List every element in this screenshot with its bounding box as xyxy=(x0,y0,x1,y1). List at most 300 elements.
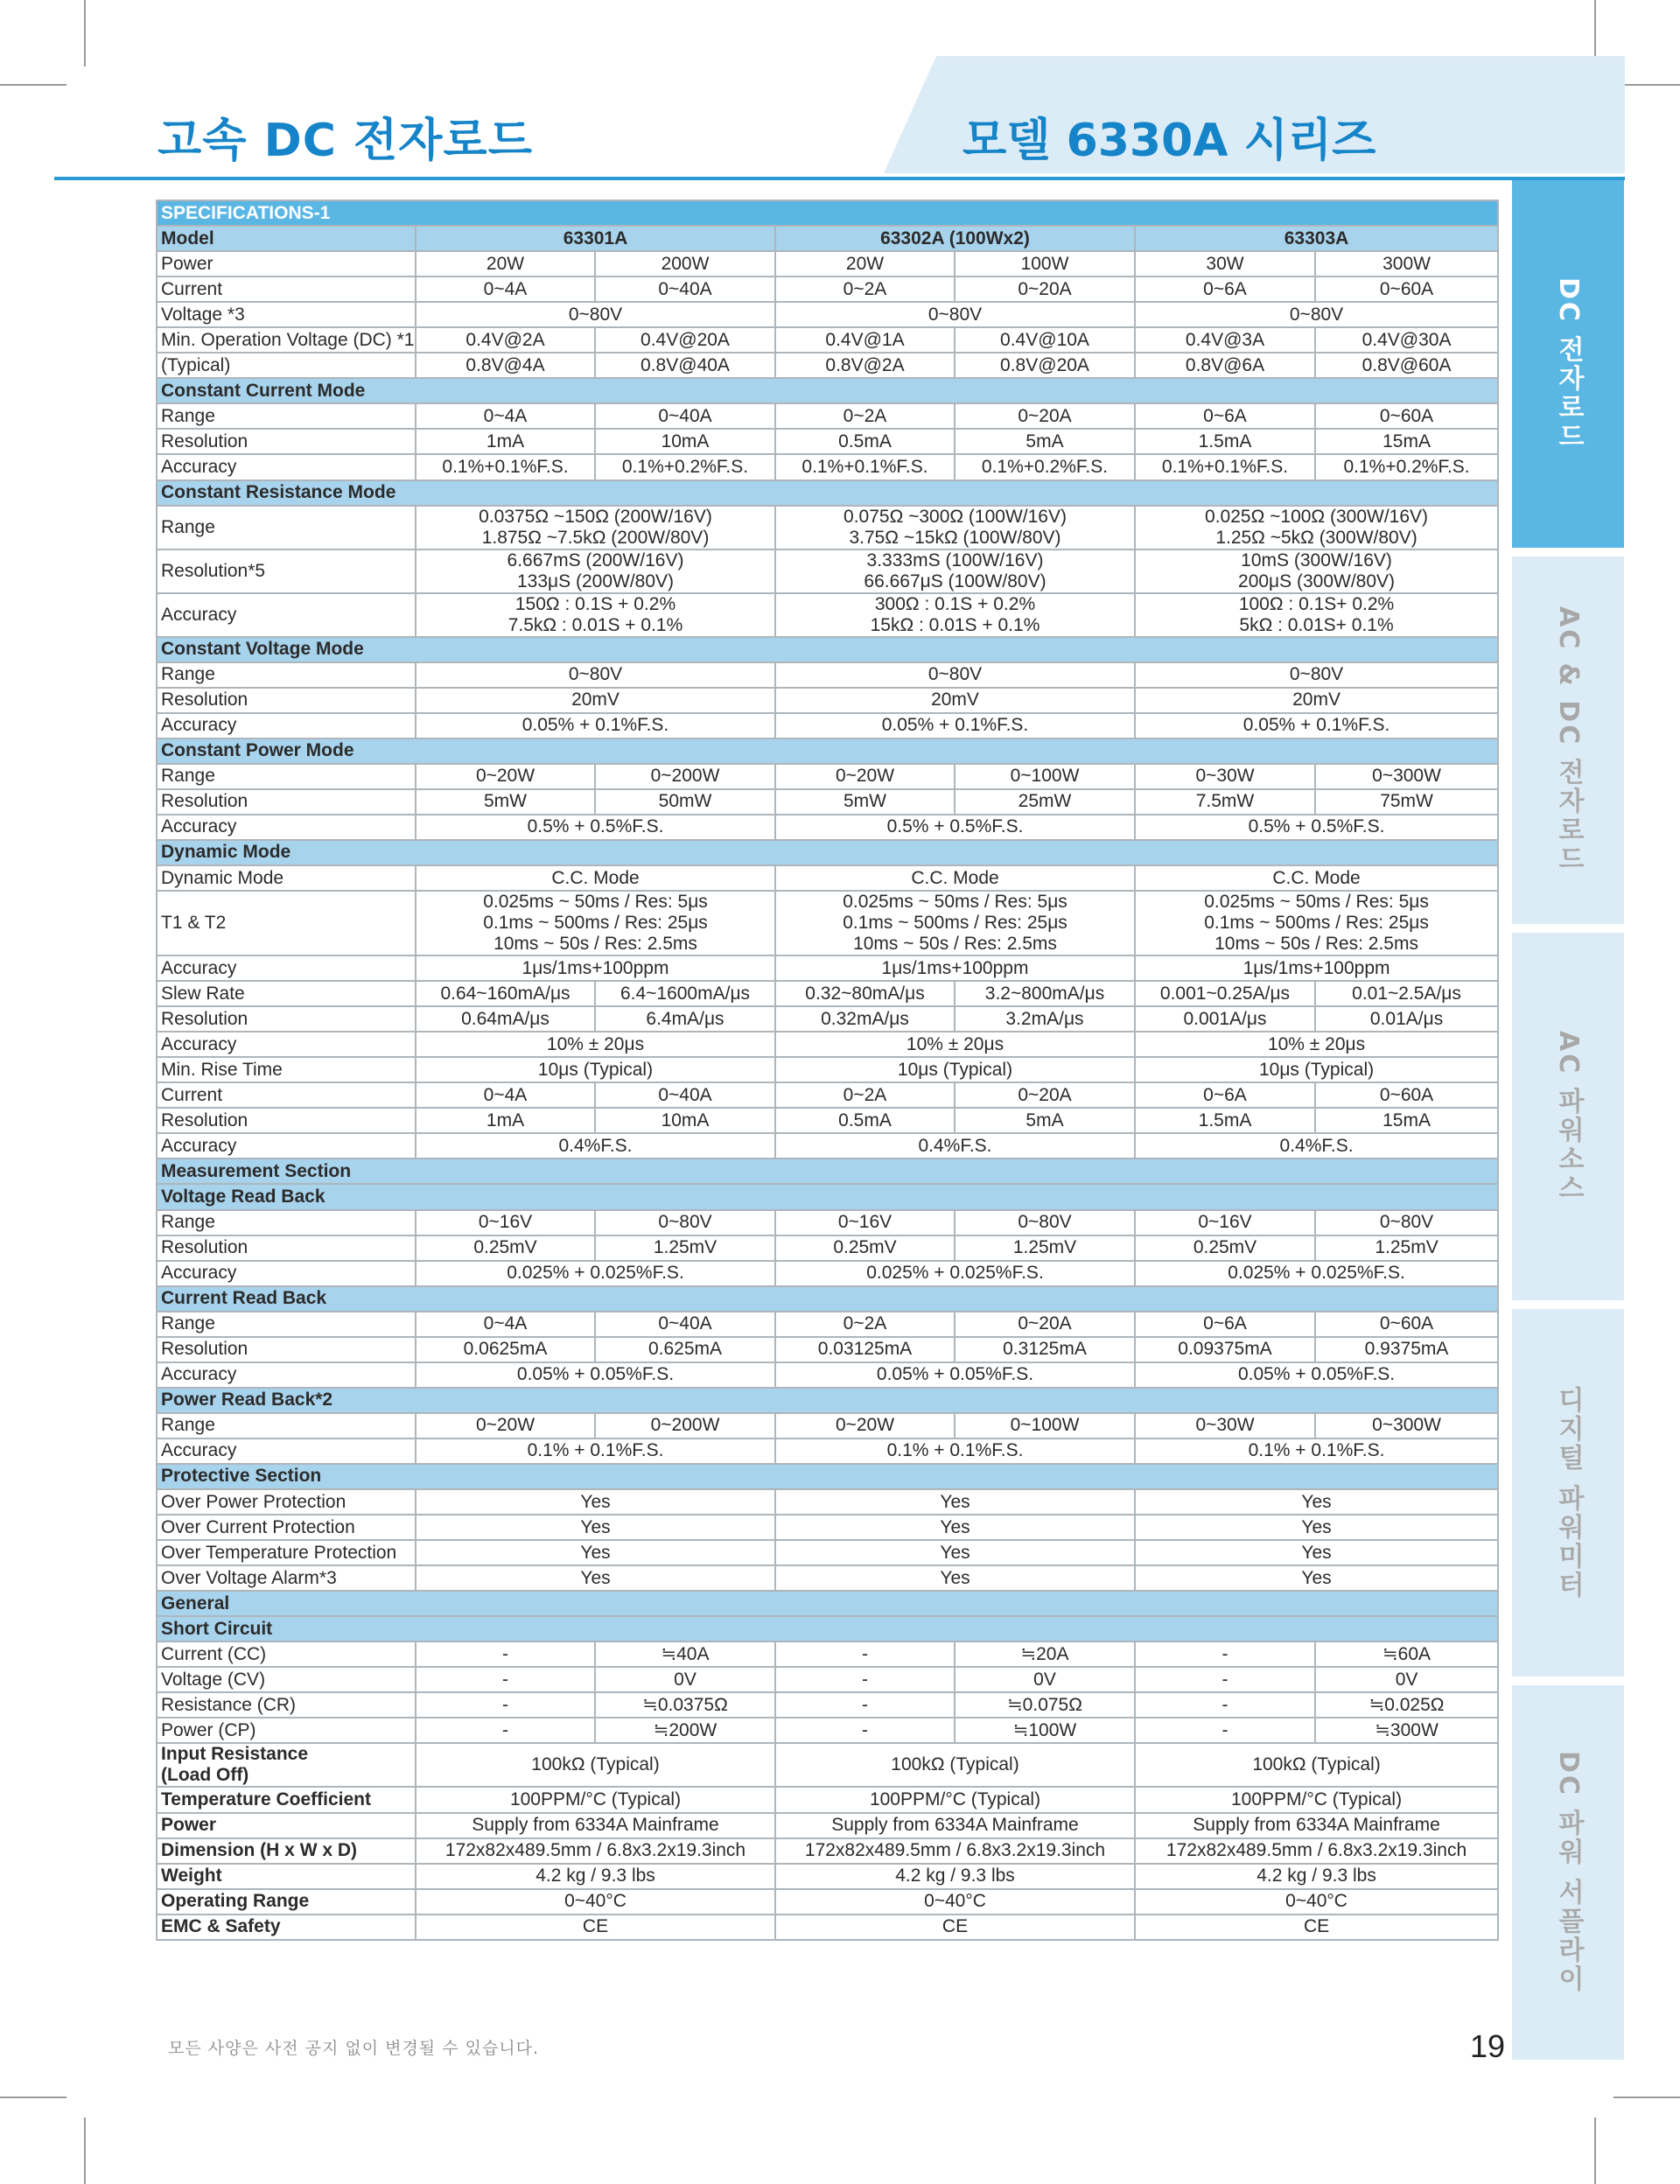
table-cell xyxy=(1135,506,1498,550)
section-header-row xyxy=(157,1184,1498,1209)
section-title: Power Read Back*2 xyxy=(157,1388,1498,1413)
table-cell: 0~60A xyxy=(1315,403,1498,429)
table-cell: Supply from 6334A Mainframe xyxy=(416,1813,775,1838)
cell-line: 0.025ms ~ 50ms / Res: 5μs xyxy=(483,892,708,913)
table-cell: 0~20A xyxy=(955,1082,1135,1108)
table-cell: Yes xyxy=(1135,1489,1498,1515)
table-cell: - xyxy=(775,1667,955,1692)
row-label: Resolution xyxy=(157,1337,416,1362)
cell-line: 1.875Ω ~7.5kΩ (200W/80V) xyxy=(481,527,710,548)
section-title: Measurement Section xyxy=(157,1158,1498,1184)
cell-line: 200μS (300W/80V) xyxy=(1238,570,1396,592)
table-row xyxy=(157,865,1498,891)
cell-line: 3.333mS (100W/16V) xyxy=(866,550,1044,570)
section-title: Voltage Read Back xyxy=(157,1184,1498,1209)
table-cell: 0.8V@20A xyxy=(955,353,1135,378)
table-cell: 0~40°C xyxy=(1135,1889,1498,1914)
table-cell: Yes xyxy=(775,1489,1135,1515)
table-cell: 0~20W xyxy=(775,764,955,789)
table-row xyxy=(157,302,1498,327)
table-cell: 0~200W xyxy=(595,1413,775,1438)
table-row xyxy=(157,1914,1498,1940)
section-title: Current Read Back xyxy=(157,1286,1498,1312)
row-label: Resolution xyxy=(157,688,416,713)
cell-line: 0.075Ω ~300Ω (100W/16V) xyxy=(844,506,1067,527)
section-header-row xyxy=(157,1388,1498,1413)
table-cell: C.C. Mode xyxy=(1135,865,1498,891)
disclaimer-note: 모든 사양은 사전 공지 없이 변경될 수 있습니다. xyxy=(168,2039,540,2058)
table-cell: - xyxy=(775,1718,955,1743)
table-cell: ≒60A xyxy=(1315,1642,1498,1667)
table-cell: 10mA xyxy=(595,429,775,454)
table-cell: 0~30W xyxy=(1135,1413,1315,1438)
table-cell: 0.01A/μs xyxy=(1315,1006,1498,1032)
side-tab-dc-load[interactable]: DC 전자로드 xyxy=(1512,180,1624,548)
section-title: Constant Power Mode xyxy=(157,738,1498,764)
table-cell xyxy=(775,891,1135,956)
table-cell: 0.0625mA xyxy=(416,1337,595,1362)
table-cell: 100PPM/°C (Typical) xyxy=(1135,1787,1498,1812)
section-header-row xyxy=(157,738,1498,764)
table-row xyxy=(157,1032,1498,1057)
table-cell: 0.32mA/μs xyxy=(775,1006,955,1032)
table-row xyxy=(157,789,1498,815)
table-row xyxy=(157,688,1498,713)
table-cell: - xyxy=(1135,1667,1315,1692)
table-cell: 1.5mA xyxy=(1135,1108,1315,1133)
table-cell: 0.5% + 0.5%F.S. xyxy=(1135,815,1498,840)
table-cell: 0.1%+0.1%F.S. xyxy=(1135,454,1315,480)
table-row xyxy=(157,1438,1498,1464)
table-cell: 0.01~2.5A/μs xyxy=(1315,981,1498,1006)
row-label: Range xyxy=(157,1210,416,1236)
table-cell: 0~40A xyxy=(595,1082,775,1108)
row-label: Accuracy xyxy=(157,1438,416,1464)
table-cell: 0~100W xyxy=(955,764,1135,789)
table-row xyxy=(157,1692,1498,1718)
table-cell: - xyxy=(775,1642,955,1667)
table-cell: 10% ± 20μs xyxy=(775,1032,1135,1057)
table-row xyxy=(157,429,1498,454)
table-row xyxy=(157,1743,1498,1787)
table-row xyxy=(157,1515,1498,1540)
section-header-row xyxy=(157,1158,1498,1184)
row-label: Accuracy xyxy=(157,454,416,480)
table-cell: ≒40A xyxy=(595,1642,775,1667)
table-cell: 0.4V@2A xyxy=(416,327,595,353)
table-cell: - xyxy=(1135,1692,1315,1718)
section-header-row xyxy=(157,1286,1498,1312)
table-cell: C.C. Mode xyxy=(775,865,1135,891)
table-cell: 1.5mA xyxy=(1135,429,1315,454)
table-cell: 0.001A/μs xyxy=(1135,1006,1315,1032)
table-cell: 0~4A xyxy=(416,1082,595,1108)
row-label: Range xyxy=(157,1312,416,1337)
table-cell: 0~4A xyxy=(416,403,595,429)
row-label: Over Current Protection xyxy=(157,1515,416,1540)
crop-mark xyxy=(0,84,66,86)
table-cell: 172x82x489.5mm / 6.8x3.2x19.3inch xyxy=(416,1838,775,1864)
table-cell: 0~60A xyxy=(1315,1312,1498,1337)
row-label: Accuracy xyxy=(157,956,416,981)
row-label xyxy=(157,1743,416,1787)
table-cell: 0.09375mA xyxy=(1135,1337,1315,1362)
table-cell: 0~40A xyxy=(595,1312,775,1337)
model-series-title: 모델 6330A 시리즈 xyxy=(962,115,1376,167)
table-row xyxy=(157,815,1498,840)
table-cell: 0~300W xyxy=(1315,1413,1498,1438)
row-label: Slew Rate xyxy=(157,981,416,1006)
row-label: Voltage *3 xyxy=(157,302,416,327)
table-row xyxy=(157,1813,1498,1838)
cell-line: 0.0375Ω ~150Ω (200W/16V) xyxy=(479,506,712,527)
table-cell: Supply from 6334A Mainframe xyxy=(1135,1813,1498,1838)
table-cell: 10μs (Typical) xyxy=(775,1057,1135,1082)
row-label: EMC & Safety xyxy=(157,1914,416,1940)
table-cell: CE xyxy=(1135,1914,1498,1940)
cell-line: 0.025ms ~ 50ms / Res: 5μs xyxy=(843,892,1068,913)
table-cell xyxy=(1135,891,1498,956)
table-cell: 0~20A xyxy=(955,403,1135,429)
table-cell: 0.8V@40A xyxy=(595,353,775,378)
table-cell: ≒0.025Ω xyxy=(1315,1692,1498,1718)
table-cell: ≒200W xyxy=(595,1718,775,1743)
table-cell: 0.25mV xyxy=(1135,1236,1315,1261)
table-cell: 0~20W xyxy=(775,1413,955,1438)
table-cell: 0.9375mA xyxy=(1315,1337,1498,1362)
table-cell: Yes xyxy=(416,1489,775,1515)
table-cell: 1μs/1ms+100ppm xyxy=(775,956,1135,981)
table-cell: Yes xyxy=(416,1540,775,1565)
row-label: Resolution xyxy=(157,1236,416,1261)
table-cell: 0~30W xyxy=(1135,764,1315,789)
table-row xyxy=(157,593,1498,637)
row-label: Range xyxy=(157,1413,416,1438)
cell-line: 0.1ms ~ 500ms / Res: 25μs xyxy=(843,913,1068,934)
table-cell: 0~2A xyxy=(775,1082,955,1108)
table-cell: 0.5% + 0.5%F.S. xyxy=(775,815,1135,840)
table-cell: CE xyxy=(775,1914,1135,1940)
table-cell: 0.8V@6A xyxy=(1135,353,1315,378)
table-cell: 100kΩ (Typical) xyxy=(416,1743,775,1787)
table-cell: 100PPM/°C (Typical) xyxy=(775,1787,1135,1812)
side-tab-ac-dc-load[interactable]: AC & DC 전자로드 xyxy=(1512,556,1624,924)
table-cell: 0.1% + 0.1%F.S. xyxy=(416,1438,775,1464)
cell-line: 133μS (200W/80V) xyxy=(516,570,675,592)
table-cell: 10μs (Typical) xyxy=(1135,1057,1498,1082)
table-cell: CE xyxy=(416,1914,775,1940)
row-label: Over Voltage Alarm*3 xyxy=(157,1565,416,1591)
row-label: Min. Rise Time xyxy=(157,1057,416,1082)
cell-line: 10ms ~ 50s / Res: 2.5ms xyxy=(853,934,1057,955)
table-cell: 5mW xyxy=(775,789,955,815)
row-label: Resolution*5 xyxy=(157,550,416,593)
table-cell: 0.1%+0.1%F.S. xyxy=(416,454,595,480)
specifications-table xyxy=(156,200,1499,1941)
table-row xyxy=(157,1565,1498,1591)
side-tab-ac-power-source[interactable]: AC 파워소스 xyxy=(1512,933,1624,1300)
table-cell: - xyxy=(1135,1642,1315,1667)
table-cell: 0.025% + 0.025%F.S. xyxy=(416,1261,775,1286)
table-cell: 0.64~160mA/μs xyxy=(416,981,595,1006)
crop-mark xyxy=(1614,2096,1680,2098)
table-row xyxy=(157,251,1498,276)
section-header-row xyxy=(157,637,1498,662)
table-cell: Yes xyxy=(1135,1540,1498,1565)
table-cell: 300W xyxy=(1315,251,1498,276)
model-label: Model xyxy=(157,226,416,251)
table-row xyxy=(157,506,1498,550)
table-row xyxy=(157,276,1498,302)
row-label: Current xyxy=(157,1082,416,1108)
cell-line: 150Ω : 0.1S + 0.2% xyxy=(514,593,676,614)
page-number: 19 xyxy=(1470,2028,1506,2064)
section-header-row xyxy=(157,1464,1498,1489)
cell-line: 3.75Ω ~15kΩ (100W/80V) xyxy=(849,527,1061,548)
table-cell: 0~80V xyxy=(416,302,775,327)
table-row xyxy=(157,1210,1498,1236)
row-label: (Typical) xyxy=(157,353,416,378)
model-63302a: 63302A (100Wx2) xyxy=(775,226,1135,251)
table-cell: 0V xyxy=(595,1667,775,1692)
row-label: Resolution xyxy=(157,1006,416,1032)
table-cell: 0.4%F.S. xyxy=(416,1133,775,1158)
table-cell: 10% ± 20μs xyxy=(1135,1032,1498,1057)
section-header-row xyxy=(157,1616,1498,1642)
table-cell: - xyxy=(775,1692,955,1718)
table-cell: 4.2 kg / 9.3 lbs xyxy=(775,1864,1135,1889)
table-row xyxy=(157,1889,1498,1914)
table-cell: 1mA xyxy=(416,429,595,454)
table-cell: 1μs/1ms+100ppm xyxy=(416,956,775,981)
table-cell: ≒300W xyxy=(1315,1718,1498,1743)
table-cell: 0~16V xyxy=(416,1210,595,1236)
table-cell: 4.2 kg / 9.3 lbs xyxy=(416,1864,775,1889)
table-cell: 0~80V xyxy=(595,1210,775,1236)
table-cell: 1.25mV xyxy=(955,1236,1135,1261)
table-cell: 1mA xyxy=(416,1108,595,1133)
table-cell: 20mV xyxy=(416,688,775,713)
row-label: Accuracy xyxy=(157,815,416,840)
table-row xyxy=(157,713,1498,738)
table-cell: 0~80V xyxy=(1135,662,1498,688)
table-cell: 0.05% + 0.1%F.S. xyxy=(1135,713,1498,738)
cell-line: 0.1ms ~ 500ms / Res: 25μs xyxy=(1204,913,1429,934)
cell-line: 5kΩ : 0.01S+ 0.1% xyxy=(1239,614,1394,635)
row-label: Accuracy xyxy=(157,1261,416,1286)
table-cell: 0~40°C xyxy=(775,1889,1135,1914)
table-cell: Yes xyxy=(775,1515,1135,1540)
table-cell: 0~4A xyxy=(416,1312,595,1337)
table-cell: 75mW xyxy=(1315,789,1498,815)
table-cell: 0.3125mA xyxy=(955,1337,1135,1362)
cell-line: 1.25Ω ~5kΩ (300W/80V) xyxy=(1215,527,1418,548)
table-row xyxy=(157,1261,1498,1286)
table-cell: 0.025% + 0.025%F.S. xyxy=(775,1261,1135,1286)
table-cell: 0~60A xyxy=(1315,276,1498,302)
crop-mark xyxy=(0,2096,66,2098)
table-cell: 0.1% + 0.1%F.S. xyxy=(1135,1438,1498,1464)
table-cell: 0.03125mA xyxy=(775,1337,955,1362)
section-title: Protective Section xyxy=(157,1464,1498,1489)
table-cell: 25mW xyxy=(955,789,1135,815)
side-tab-digital-power-meter[interactable]: 디지털 파워미터 xyxy=(1512,1309,1624,1676)
table-cell: 0.64mA/μs xyxy=(416,1006,595,1032)
table-cell xyxy=(775,550,1135,593)
table-cell: 10μs (Typical) xyxy=(416,1057,775,1082)
cell-line: 0.1ms ~ 500ms / Res: 25μs xyxy=(483,913,708,934)
table-cell: 0~80V xyxy=(955,1210,1135,1236)
table-cell: 1μs/1ms+100ppm xyxy=(1135,956,1498,981)
row-label: Resolution xyxy=(157,789,416,815)
header-rule xyxy=(54,177,1625,180)
table-cell: 0.8V@60A xyxy=(1315,353,1498,378)
table-row xyxy=(157,956,1498,981)
table-cell: 0~60A xyxy=(1315,1082,1498,1108)
row-label: Over Temperature Protection xyxy=(157,1540,416,1565)
table-cell: 15mA xyxy=(1315,429,1498,454)
row-label: Resistance (CR) xyxy=(157,1692,416,1718)
table-cell: 0.05% + 0.05%F.S. xyxy=(775,1362,1135,1388)
section-header-row xyxy=(157,480,1498,506)
table-cell: 0~40A xyxy=(595,276,775,302)
table-cell: 3.2mA/μs xyxy=(955,1006,1135,1032)
table-cell: 100kΩ (Typical) xyxy=(1135,1743,1498,1787)
model-63303a: 63303A xyxy=(1135,226,1498,251)
section-title: Short Circuit xyxy=(157,1616,1498,1642)
table-cell: 0~80V xyxy=(1315,1210,1498,1236)
table-cell xyxy=(416,550,775,593)
table-cell: 6.4~1600mA/μs xyxy=(595,981,775,1006)
table-cell: - xyxy=(416,1642,595,1667)
row-label: Resolution xyxy=(157,1108,416,1133)
table-cell: - xyxy=(416,1718,595,1743)
table-cell: 0~2A xyxy=(775,276,955,302)
section-header-row xyxy=(157,378,1498,403)
row-label: Dynamic Mode xyxy=(157,865,416,891)
table-cell: Yes xyxy=(416,1565,775,1591)
table-cell: 20W xyxy=(775,251,955,276)
section-header-row xyxy=(157,1591,1498,1616)
table-cell: 0.025% + 0.025%F.S. xyxy=(1135,1261,1498,1286)
model-63301a: 63301A xyxy=(416,226,775,251)
table-cell: 0.4V@1A xyxy=(775,327,955,353)
table-row xyxy=(157,327,1498,353)
section-title: Constant Current Mode xyxy=(157,378,1498,403)
cell-line: (Load Off) xyxy=(161,1765,249,1786)
table-row xyxy=(157,1006,1498,1032)
section-title: Dynamic Mode xyxy=(157,840,1498,865)
table-cell: 0.05% + 0.1%F.S. xyxy=(775,713,1135,738)
row-label: Weight xyxy=(157,1864,416,1889)
crop-mark xyxy=(1594,2118,1596,2184)
table-cell: 0.1% + 0.1%F.S. xyxy=(775,1438,1135,1464)
row-label: Range xyxy=(157,764,416,789)
table-cell: 100W xyxy=(955,251,1135,276)
table-cell: 20mV xyxy=(1135,688,1498,713)
cell-line: Input Resistance xyxy=(161,1744,309,1765)
table-cell: 0~200W xyxy=(595,764,775,789)
table-cell: 0~80V xyxy=(775,662,1135,688)
table-title: SPECIFICATIONS-1 xyxy=(157,200,1498,226)
crop-mark xyxy=(84,2118,86,2184)
table-cell: 20mV xyxy=(775,688,1135,713)
table-cell: 0~4A xyxy=(416,276,595,302)
table-cell: ≒0.0375Ω xyxy=(595,1692,775,1718)
cell-line: 10mS (300W/16V) xyxy=(1241,550,1392,570)
table-cell: 4.2 kg / 9.3 lbs xyxy=(1135,1864,1498,1889)
table-cell: Yes xyxy=(1135,1565,1498,1591)
table-cell: 0~80V xyxy=(416,662,775,688)
table-cell: 0~2A xyxy=(775,403,955,429)
table-cell: 0~40°C xyxy=(416,1889,775,1914)
table-cell: 0.8V@2A xyxy=(775,353,955,378)
table-cell: 0~80V xyxy=(1135,302,1498,327)
table-cell: 0.4V@30A xyxy=(1315,327,1498,353)
row-label: Range xyxy=(157,662,416,688)
cell-line: 0.025ms ~ 50ms / Res: 5μs xyxy=(1204,892,1429,913)
table-cell: 0~300W xyxy=(1315,764,1498,789)
table-row xyxy=(157,1236,1498,1261)
table-row xyxy=(157,891,1498,956)
table-cell: 0~2A xyxy=(775,1312,955,1337)
table-row xyxy=(157,1133,1498,1158)
table-cell: 1.25mV xyxy=(1315,1236,1498,1261)
table-row xyxy=(157,1718,1498,1743)
table-cell: 0~16V xyxy=(775,1210,955,1236)
table-row xyxy=(157,353,1498,378)
table-cell: 0.5% + 0.5%F.S. xyxy=(416,815,775,840)
table-cell: 172x82x489.5mm / 6.8x3.2x19.3inch xyxy=(775,1838,1135,1864)
table-cell: Yes xyxy=(775,1565,1135,1591)
section-title: Constant Voltage Mode xyxy=(157,637,1498,662)
table-row xyxy=(157,1108,1498,1133)
row-label: Range xyxy=(157,506,416,550)
side-tab-dc-power-supply[interactable]: DC 파워 서플라이 xyxy=(1512,1685,1624,2060)
table-cell: 50mW xyxy=(595,789,775,815)
section-header-row xyxy=(157,840,1498,865)
table-cell: 1.25mV xyxy=(595,1236,775,1261)
table-cell: 10% ± 20μs xyxy=(416,1032,775,1057)
table-cell xyxy=(416,891,775,956)
table-cell: 0.5mA xyxy=(775,1108,955,1133)
table-row xyxy=(157,1312,1498,1337)
table-cell: 0~6A xyxy=(1135,1312,1315,1337)
model-header-row xyxy=(157,226,1498,251)
row-label: Power xyxy=(157,251,416,276)
table-cell: 0.4V@10A xyxy=(955,327,1135,353)
row-label: Temperature Coefficient xyxy=(157,1787,416,1812)
row-label: Accuracy xyxy=(157,1362,416,1388)
table-row xyxy=(157,1057,1498,1082)
table-cell: 0~6A xyxy=(1135,403,1315,429)
table-cell: 0.001~0.25A/μs xyxy=(1135,981,1315,1006)
row-label: Range xyxy=(157,403,416,429)
table-cell: 0V xyxy=(955,1667,1135,1692)
table-row xyxy=(157,1642,1498,1667)
row-label: Power (CP) xyxy=(157,1718,416,1743)
table-cell: 5mA xyxy=(955,1108,1135,1133)
table-cell: 0~20A xyxy=(955,276,1135,302)
table-cell: - xyxy=(416,1667,595,1692)
cell-line: 66.667μS (100W/80V) xyxy=(864,570,1046,592)
crop-mark xyxy=(84,0,86,66)
table-row xyxy=(157,1864,1498,1889)
table-cell: 0~20W xyxy=(416,1413,595,1438)
table-cell: 0~20A xyxy=(955,1312,1135,1337)
table-cell xyxy=(1135,550,1498,593)
table-cell: 0~20W xyxy=(416,764,595,789)
